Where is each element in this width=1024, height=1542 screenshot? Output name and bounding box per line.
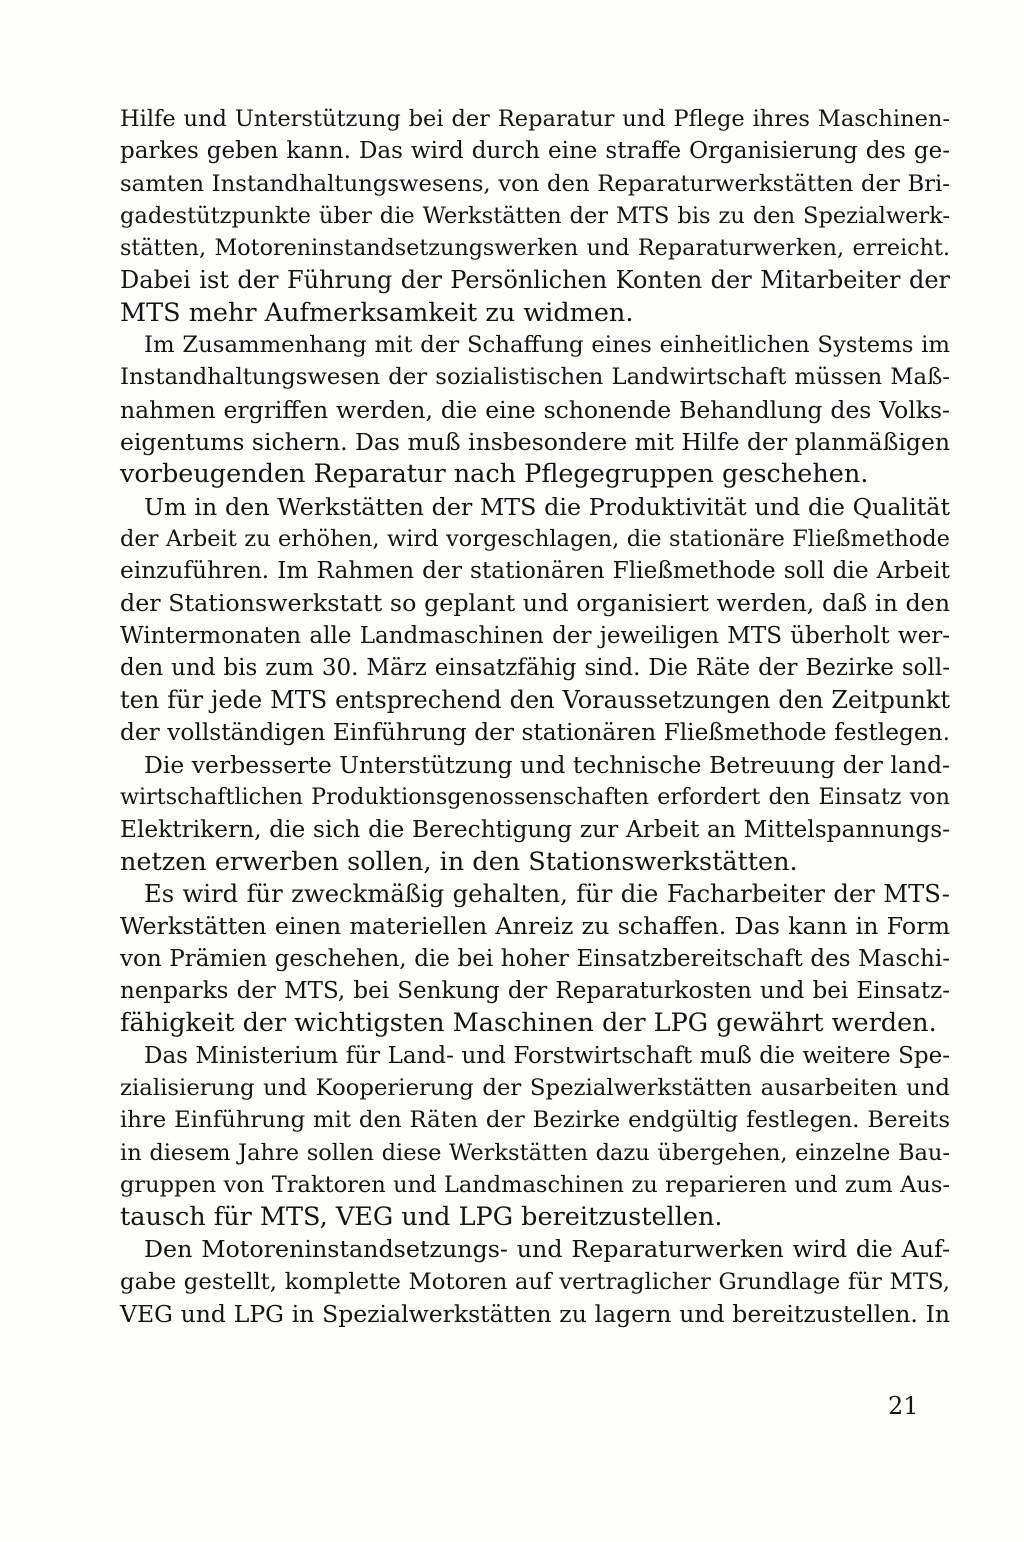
page-number: 21 [888, 1392, 919, 1420]
text-line: MTS mehr Aufmerksamkeit zu widmen. [120, 297, 634, 328]
text-line: VEG und LPG in Spezialwerkstätten zu lagern und bereitzustellen. In [120, 1299, 950, 1328]
text-line: Hilfe und Unterstützung bei der Reparatur und Pflege ihres Maschinen- [120, 106, 950, 132]
text-line: Wintermonaten alle Landmaschinen der jeweiligen MTS überholt wer- [120, 622, 950, 649]
text-line: in diesem Jahre sollen diese Werkstätten dazu übergehen, einzelne Bau- [120, 1139, 950, 1166]
text-line: Es wird für zweckmäßig gehalten, für die Facharbeiter der MTS- [144, 879, 950, 909]
text-line: der vollständigen Einführung der stationären Fließmethode festlegen. [120, 718, 950, 746]
text-line: fähigkeit der wichtigsten Maschinen der LPG gewährt werden. [120, 1008, 937, 1039]
text-line: Die verbesserte Unterstützung und technische Betreuung der land- [144, 750, 950, 779]
text-line: zialisierung und Kooperierung der Spezialwerkstätten ausarbeiten und [120, 1074, 950, 1101]
text-line: nenparks der MTS, bei Senkung der Reparaturkosten und bei Einsatz- [120, 978, 950, 1005]
text-line: samten Instandhaltungswesens, von den Reparaturwerkstätten der Bri- [120, 170, 950, 197]
text-line: Im Zusammenhang mit der Schaffung eines einheitlichen Systems im [144, 332, 950, 359]
body-text [120, 103, 950, 1330]
text-line: vorbeugenden Reparatur nach Pflegegruppen geschehen. [120, 459, 869, 490]
text-line: stätten, Motoreninstandsetzungswerken und Reparaturwerken, erreicht. [120, 235, 950, 262]
text-line: eigentums sichern. Das muß insbesondere mit Hilfe der planmäßigen [120, 427, 950, 456]
text-line: gruppen von Traktoren und Landmaschinen zu reparieren und zum Aus- [120, 1171, 950, 1198]
text-line: Elektrikern, die sich die Berechtigung zur Arbeit an Mittelspannungs- [120, 815, 950, 843]
text-line: von Prämien geschehen, die bei hoher Einsatzbereitschaft des Maschi- [120, 945, 950, 972]
text-line: ten für jede MTS entsprechend den Voraussetzungen den Zeitpunkt [120, 686, 950, 715]
text-line: wirtschaftlichen Produktionsgenossenschaften erfordert den Einsatz von [120, 784, 950, 811]
text-line: gabe gestellt, komplette Motoren auf vertraglicher Grundlage für MTS, [120, 1268, 950, 1295]
text-line: Instandhaltungswesen der sozialistischen Landwirtschaft müssen Maß- [120, 364, 950, 391]
text-line: tausch für MTS, VEG und LPG bereitzustellen. [120, 1202, 723, 1233]
text-line: Das Ministerium für Land- und Forstwirtschaft muß die weitere Spe- [144, 1042, 950, 1069]
text-line: gadestützpunkte über die Werkstätten der MTS bis zu den Spezialwerk- [120, 202, 950, 229]
text-line: den und bis zum 30. März einsatzfähig sind. Die Räte der Bezirke soll- [120, 655, 950, 682]
text-line: Dabei ist der Führung der Persönlichen Konten der Mitarbeiter der [120, 266, 950, 295]
text-line: der Stationswerkstatt so geplant und organisiert werden, daß in den [120, 589, 950, 618]
text-line: Um in den Werkstätten der MTS die Produktivität und die Qualität [144, 492, 950, 521]
text-line: Den Motoreninstandsetzungs- und Reparaturwerken wird die Auf- [144, 1235, 950, 1264]
text-line: Werkstätten einen materiellen Anreiz zu schaffen. Das kann in Form [120, 912, 950, 941]
text-line: der Arbeit zu erhöhen, wird vorgeschlagen, die stationäre Fließmethode [120, 525, 950, 552]
text-line: ihre Einführung mit den Räten der Bezirke endgültig festlegen. Bereits [120, 1107, 950, 1134]
text-line: einzuführen. Im Rahmen der stationären Fließmethode soll die Arbeit [120, 557, 950, 585]
text-line: nahmen ergriffen werden, die eine schonende Behandlung des Volks- [120, 395, 950, 424]
text-line: netzen erwerben sollen, in den Stationswerkstätten. [120, 846, 798, 877]
text-line: parkes geben kann. Das wird durch eine straffe Organisierung des ge- [120, 138, 950, 165]
